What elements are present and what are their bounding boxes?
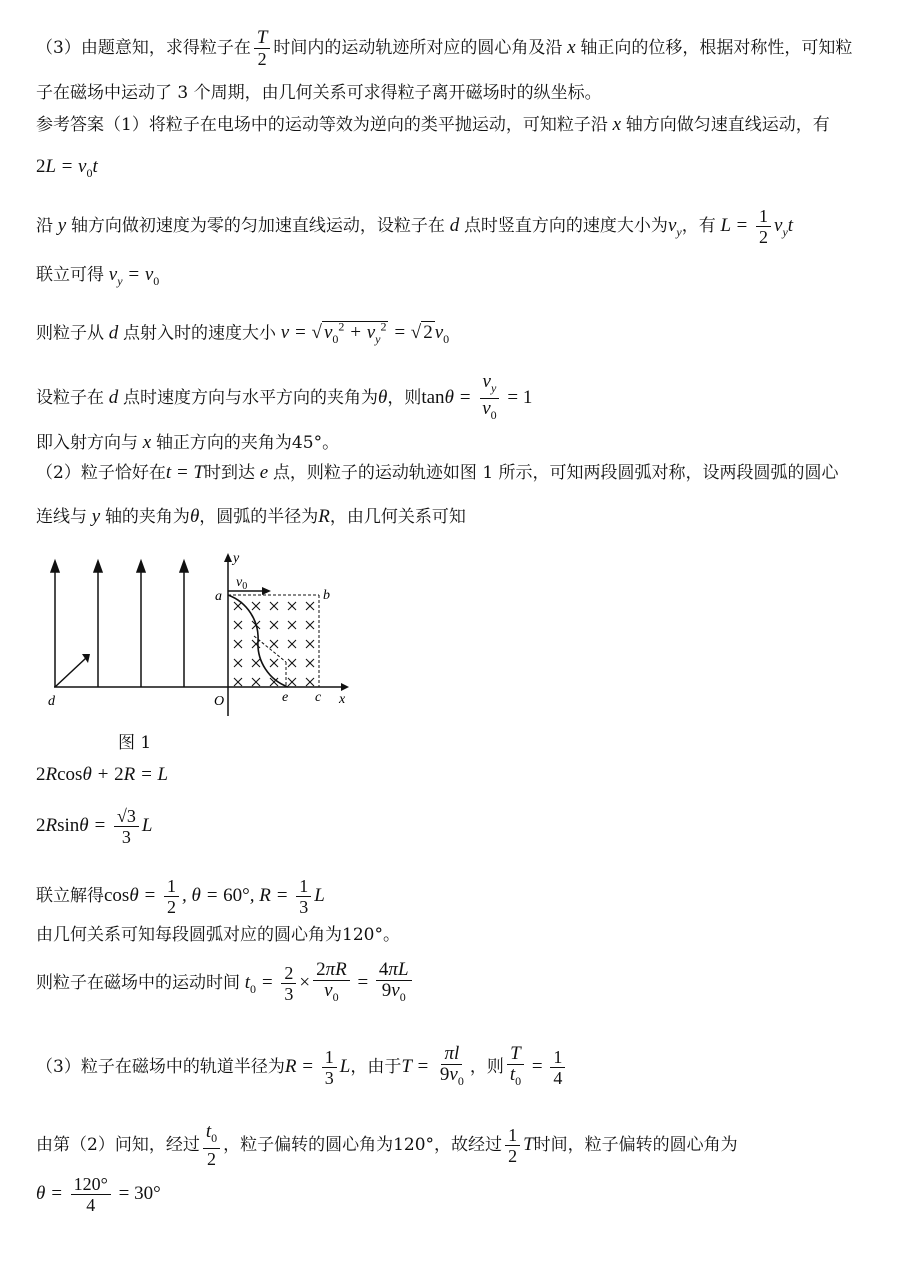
text-line-10: （2）粒子恰好在t = T时到达 e 点，则粒子的运动轨迹如图 1 所示，可知两段圆弧对称，设两段圆弧的圆心 [36, 462, 839, 483]
field-cross [306, 602, 314, 610]
text-line-13: 联立解得cosθ = $\frac{1}{2}$ , θ = 60°, R = $\frac{1}{3}$ L [36, 876, 325, 917]
text-line-3: 参考答案（1）将粒子在电场中的运动等效为逆向的类平抛运动，可知粒子沿 x 轴方向做匀速直线运动，有 [36, 114, 830, 135]
text-line-9: 即入射方向与 x 轴正方向的夹角为45°。 [36, 432, 340, 453]
field-cross [252, 678, 260, 686]
text-line-16: （3）粒子在磁场中的轨道半径为R = $\frac{1}{3}$ L，由于T = $\frac{\pi l}{9v_0}$ ，则 $\frac{T}{t_0}$ = $\frac{1}{4}$ [36, 1044, 568, 1091]
field-cross [234, 602, 242, 610]
field-cross [306, 621, 314, 629]
equation-2L: $2L = v_0t$ [36, 156, 98, 180]
field-cross [288, 602, 296, 610]
label-b: b [323, 588, 330, 603]
field-cross [288, 640, 296, 648]
field-cross [234, 621, 242, 629]
text-line-1: （3）由题意知，求得粒子在 $\frac{T}{2}$ 时间内的运动轨迹所对应的圆心角及沿 x 轴正向的位移，根据对称性，可知粒 [36, 27, 853, 69]
field-cross [234, 640, 242, 648]
field-cross [270, 640, 278, 648]
text-line-15: 则粒子在磁场中的运动时间 $t_0$ = $\frac{2}{3}$ × $\frac{2\pi R}{v_0}$ = $\frac{4\pi L}{9v_0}$ [36, 960, 415, 1007]
label-d: d [48, 694, 55, 709]
label-O: O [214, 694, 225, 709]
field-cross [306, 640, 314, 648]
field-cross [252, 602, 260, 610]
field-cross [270, 621, 278, 629]
label-a: a [215, 589, 222, 604]
figure-1-diagram [36, 548, 366, 718]
field-cross [306, 678, 314, 686]
figure-caption: 图 1 [118, 733, 152, 753]
field-cross [270, 659, 278, 667]
field-cross [288, 621, 296, 629]
label-y: y [233, 551, 240, 566]
field-cross [252, 659, 260, 667]
field-cross [270, 602, 278, 610]
field-cross [288, 678, 296, 686]
label-v0: $v_0$ [236, 575, 248, 592]
field-crosses [234, 602, 314, 686]
field-cross [252, 640, 260, 648]
label-x: x [339, 692, 346, 707]
field-cross [234, 678, 242, 686]
text-line-6: 联立可得 $v_y = v_0$ [36, 264, 160, 288]
text-line-2: 子在磁场中运动了 3 个周期，由几何关系可求得粒子离开磁场时的纵坐标。 [36, 83, 602, 103]
text-line-8: 设粒子在 d 点时速度方向与水平方向的夹角为θ，则tanθ = $\frac{v_y}{v_0}$ = 1 [36, 371, 533, 422]
field-cross [234, 659, 242, 667]
text-line-7: 则粒子从 d 点射入时的速度大小 v = √ $v_0^2 + v_y^2$ = √ 2 $v_0$ [36, 320, 450, 347]
label-c: c [315, 690, 322, 705]
equation-sin: 2Rsinθ = $\frac{√3}{3}$ L [36, 806, 153, 847]
text-line-5: 沿 y 轴方向做初速度为零的匀加速直线运动，设粒子在 d 点时竖直方向的速度大小为$v_y$，有 L = $\frac{1}{2}$ $v_yt$ [36, 206, 794, 247]
label-e: e [282, 690, 289, 705]
text-line-14: 由几何关系可知每段圆弧对应的圆心角为120°。 [36, 925, 400, 945]
field-cross [288, 659, 296, 667]
text-line-17: 由第（2）问知，经过 $\frac{t_0}{2}$ ，粒子偏转的圆心角为120°，故经过 $\frac{1}{2}$ T时间，粒子偏转的圆心角为 [36, 1121, 738, 1169]
equation-theta-30: θ = $\frac{120^\circ}{4}$ = 30° [36, 1174, 161, 1215]
text-line-11: 连线与 y 轴的夹角为θ，圆弧的半径为R，由几何关系可知 [36, 506, 466, 527]
field-cross [306, 659, 314, 667]
equation-cos: 2Rcosθ + 2R = L [36, 764, 169, 785]
